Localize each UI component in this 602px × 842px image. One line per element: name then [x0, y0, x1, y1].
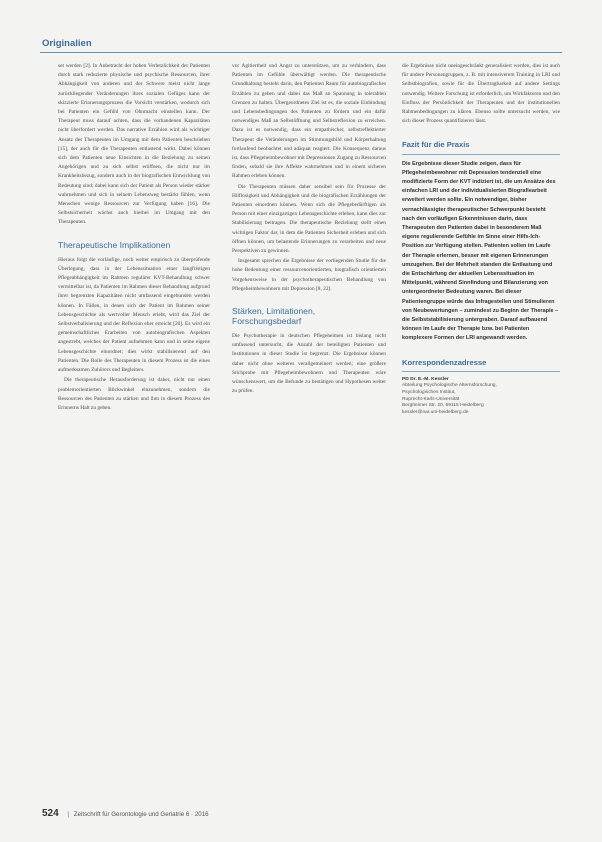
body-paragraph: Die therapeutische Herausforderung ist daher, nicht nur einen problemorientierten Blickwinkel einzunehmen, sondern die Ressourcen des Patienten zu stärken und ihm in diesem Prozess des Erinnerns Halt zu geben.	[58, 377, 210, 411]
body-paragraph: Hieraus folgt die vorläufige, noch weiter empirisch zu überprüfende Überlegung, dass in der Lebenssituation einer langfristigen Pflegeabhängigkeit im Rahmen regulärer KVT-Behandlung schwer vermittelbar ist, da Patienten im Rahmen dieser Behandlung aufgrund ihrer begrenzten Kapazitäten nicht umfassend eingebunden werden können. In Fällen, in denen sich der Patient im Rahmen seiner Lebensgeschichte als wertvoller Mensch erlebt, wird das Ziel der Selbstverbalisierung und der Reflexion eher erreicht [20]. Es wird ein gemeinschaftliches Erarbeiten von autobiografischen Aspekten angestrebt, welches der Patient aufnehmen kann und in seine eigene Lebensgeschichte einordnet; dies wirkt stabilisierend auf den Patienten. Die Rolle des Therapeuten in diesem Prozess ist die eines aufmerksamen Zuhörers und Begleiters.	[58, 256, 210, 374]
header-rule	[40, 52, 562, 53]
footer-separator: |	[67, 811, 70, 818]
body-paragraph: die Ergebnisse nicht uneingeschränkt generalisiert werden, dies ist auch für andere Personengruppen, z. B. mit intensiverem Training in LRI und Selbstbiografien, sowie für die Übertragbarkeit auf andere Settings notwendig. Weitere Forschung ist erforderlich, um Wirkfaktoren und den Einfluss der Persönlichkeit der Therapeuten und der institutionellen Rahmenbedingungen zu klären. Ebenso sollte untersucht werden, wie sich dieser Prozess quantifizieren lässt.	[402, 63, 560, 125]
body-paragraph: vor Agitiertheit und Angst zu unterstützen, um zu verhindern, dass Patienten im Gefühle überwältigt werden. Die therapeutische Grundhaltung besteht darin, den Patienten Raum für autobiografisches Erzählen zu geben und dabei das Maß an Spannung in tolerablen Grenzen zu halten. Übergeordnetes Ziel ist es, die soziale Einbindung und Lebensbedingungen des Patienten zu fördern und ein dafür notwendiges Maß an Selbstöffnung und Selbstreflexion zu erreichen. Dazu ist es notwendig, dass ein empathischer, selbstreflektierter Therapeut die Veränderungen im Stimmungsbild und Körperhaltung fortlaufend beobachtet und adäquat reagiert. Die Konsequenz daraus ist, dass Pflegeheimbewohner mit Depressionen Zugang zu Ressourcen finden, sobald sie ihre Affekte wahrnehmen und in einem sicheren Rahmen erleben können.	[232, 63, 386, 180]
practice-box-heading: Fazit für die Praxis	[402, 140, 560, 154]
contact-name: PD Dr. E.-M. Kessler	[402, 376, 449, 382]
contact-line: Psychologisches Institut,	[402, 390, 456, 396]
section-label: Originalien	[42, 38, 92, 49]
column-2	[232, 62, 386, 822]
journal-name: Zeitschrift für Gerontologie und Geriatrie 6 · 2016	[73, 811, 209, 818]
column-3	[402, 62, 560, 822]
body-paragraph: Die Therapeuten müssen daher sensibel sein für Prozesse der Hilflosigkeit und Abhängigkeit und die biografischen Erzählungen der Patienten einordnen können. Wenn sich die Pflegebedürftigen als Person mit einer einzigartigen Lebensgeschichte erleben, kann dies zur Stabilisierung beitragen. Die therapeutische Beziehung stellt einen wichtigen Faktor dar, in dem die Patienten Sicherheit erleben und sich öffnen können, um belastende Erinnerungen zu verarbeiten und neue Perspektiven zu gewinnen.	[232, 183, 386, 255]
section-heading-limitations: Stärken, Limitationen, Forschungsbedarf	[232, 306, 316, 327]
contact-line: Abteilung Psychologische Alternsforschung,	[402, 383, 497, 389]
body-paragraph: Insgesamt sprechen die Ergebnisse der vorliegenden Studie für die hohe Bedeutung einer ressourcenorientierten, biografisch orientierten Vorgehensweise in der psychotherapeutischen Behandlung von Pflegeheimbewohnern mit Depression [8, 22].	[232, 258, 386, 292]
body-paragraph: set werden [2]. In Anbetracht der hohen Verletzlichkeit der Patienten durch stark reduzierte physische und psychische Ressourcen, ihrer Abhängigkeit von anderen und der Schwere meist nicht lange zurückliegender Veränderungen ihres sozialen Gefüges kann der skizzierte Erinnerungsprozess die Vorsicht verstärken, wodurch sich bei Patienten ein Gefühl von Ohnmacht einstellen kann. Der Therapeut muss darauf achten, dass die vorhandenen Kapazitäten nicht überfordert werden. Das narrative Erzählen wird als wichtiger Ansatz des Therapeuten im Umgang mit dem Patienten beschrieben [15], der auch für die Therapeuten entlastend wirkt. Dabei können sich dem Patienten neue Einsichten in die Beziehung zu seinen Angehörigen und zu sich selbst eröffnen, die nicht nur im Krankheitsbezug, sondern auch in der biografischen Entwicklung von Bedeutung sind; dabei kann sich der Patient als Person wieder stärker wahrnehmen und sich in seinem Lebensweg bestärkt fühlen, wenn Menschen wenige Ressourcen zur Verfügung haben [16]. Die Selbstsicherheit wächst auch hierbei im Umgang mit den Therapeuten.	[58, 63, 210, 226]
body-paragraph: Die Psychotherapie in deutschen Pflegeheimen ist bislang nicht umfassend untersucht, die Anzahl der beteiligten Patienten und Institutionen in dieser Studie ist begrenzt. Die Ergebnisse können daher nicht ohne weiteres verallgemeinert werden; eine größere Stichprobe mit Pflegeheimbewohnern und Therapeuten wäre wünschenswert, um die Befunde zu bestätigen und Hypothesen weiter zu prüfen.	[232, 333, 386, 395]
contact-email: kessler@nar.uni-heidelberg.de	[402, 409, 469, 415]
contact-line: Bergheimer Str. 20, 69115 Heidelberg	[402, 403, 484, 409]
contact-line: Ruprecht-Karls-Universität	[402, 396, 460, 402]
section-heading-implications: Therapeutische Implikationen	[58, 239, 171, 250]
contact-heading: Korrespondenzadresse	[402, 358, 560, 372]
column-1	[58, 62, 210, 822]
contact-address	[402, 377, 560, 417]
page-number: 524	[42, 808, 59, 819]
practice-box-text: Die Ergebnisse dieser Studie zeigen, dass für Pflegeheimbewohner mit Depression tendenziell eine modifizierte Form der KVT indiziert ist, die um Ansätze des einfachen LRI und der individualisierten Biografiearbeit erweitert werden sollte. Ein notwendiger, bisher vernachlässigter therapeutischer Schwerpunkt besteht nach den vorläufigen Erkenntnissen darin, dass Therapeuten den Patienten dabei in besonderem Maß eigene regulierende Gefühle im Sinne einer Hilfs-Ich-Position zur Verfügung stellen. Patienten sollen im Laufe der Therapie erlernen, besser mit eigenen Erinnerungen umzugehen. Bei der Mehrheit standen die Entlastung und die Entschärfung der aktuellen Lebenssituation im Mittelpunkt, während Sinnfindung und Bilanzierung von untergeordneter Bedeutung waren. Bei dieser Patientengruppe würde das Infragestellen und Stimulieren von Neubewertungen – zumindest zu Beginn der Therapie – die Selbststabilisierung untergraben. Darauf aufbauend können im Laufe der Therapie bzw. bei Patienten komplexere Formen der LRI angewandt werden.	[402, 160, 559, 342]
page-footer	[42, 808, 209, 819]
